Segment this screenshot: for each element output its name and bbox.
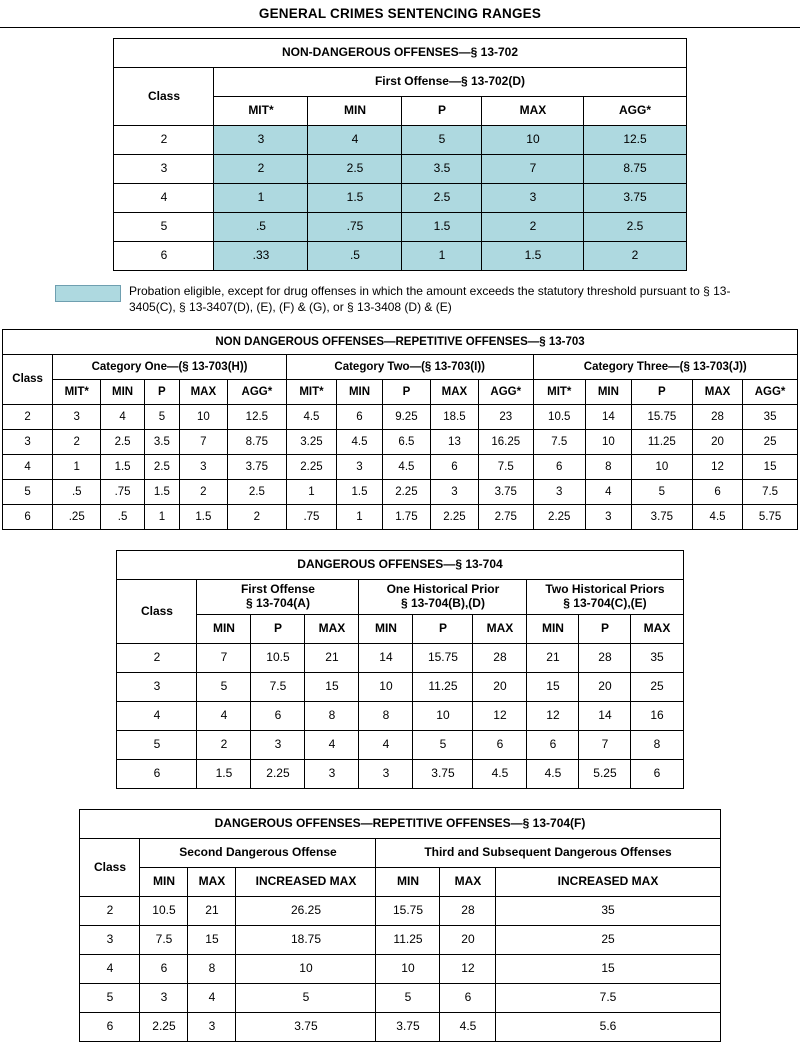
table2-cell: .75 [286,505,336,530]
table2-cell: 1.5 [101,455,145,480]
table3-cell: 5.25 [579,759,631,788]
table2-cell: .5 [101,505,145,530]
table2-cell: 2.25 [430,505,478,530]
table1-cell: 2 [214,155,308,184]
table3-cell: 3 [251,730,305,759]
table2-col-max: MAX [430,380,478,405]
table2-col-min: MIN [101,380,145,405]
table2-class-value: 4 [3,455,53,480]
table-row [80,838,720,867]
table4-cell: 7.5 [496,983,720,1012]
table-row [117,614,683,643]
table1-cell: 1 [214,184,308,213]
table4-cell: 10 [376,954,440,983]
table3-col-max: MAX [473,614,527,643]
table2-cell: 1 [337,505,383,530]
table1-cell: 8.75 [584,155,686,184]
table2-cell: 12.5 [227,405,286,430]
table2-cell: 6 [692,480,742,505]
table2-cell: 1.75 [382,505,430,530]
table3-group-line: § 13-704(B),(D) [400,596,485,611]
table2-cell: 5 [631,480,692,505]
table2-class-value: 6 [3,505,53,530]
table2-cell: 8.75 [227,430,286,455]
table3-group-header-first-offense [197,580,359,615]
table2-cell: 9.25 [382,405,430,430]
table4-cell: 4 [188,983,236,1012]
table1-class-value: 6 [114,242,214,271]
table1-offense-header: First Offense—§ 13-702(D) [214,68,686,97]
table2-heading: NON DANGEROUS OFFENSES—REPETITIVE OFFENSES—§ 13-703 [3,330,798,355]
table3-cell: 11.25 [413,672,473,701]
table4-col-max: MAX [188,867,236,896]
table2-cell: 7 [179,430,227,455]
table-row [114,39,686,68]
table3-cell: 14 [579,701,631,730]
table4-col-min: MIN [376,867,440,896]
table2-cell: 2.25 [382,480,430,505]
table3-class-value: 2 [117,643,197,672]
table2-cell: 5 [144,405,179,430]
table3-col-p: P [579,614,631,643]
table3-group-header-one-prior [359,580,527,615]
table1-cell: 2 [584,242,686,271]
table4-cell: 3.75 [236,1012,376,1041]
table4-class-value: 2 [80,896,140,925]
table-row [80,867,720,896]
table2-cell: 12 [692,455,742,480]
table2-cell: 2.5 [144,455,179,480]
table-row [3,355,798,380]
table-row [80,896,720,925]
table2-cell: 3 [179,455,227,480]
table2-cell: 5.75 [743,505,798,530]
table2-cell: 1 [144,505,179,530]
table3-cell: 10 [413,701,473,730]
table1-cell: 2.5 [584,213,686,242]
table3-col-min: MIN [527,614,579,643]
table3-cell: 10.5 [251,643,305,672]
table-row [117,551,683,580]
table3-cell: 4 [197,701,251,730]
table1-cell: 4 [308,126,402,155]
table2-cell: 3.75 [478,480,533,505]
table2-cell: 7.5 [478,455,533,480]
table3-group-line: Two Historical Priors [545,582,665,597]
table3-cell: 16 [631,701,683,730]
table1-cell: .5 [214,213,308,242]
table3-cell: 6 [251,701,305,730]
table3-col-min: MIN [197,614,251,643]
table3-col-max: MAX [305,614,359,643]
table2-cell: 6.5 [382,430,430,455]
table4-cell: 11.25 [376,925,440,954]
table4-cell: 5.6 [496,1012,720,1041]
table1-col-agg: AGG* [584,97,686,126]
table2-col-agg: AGG* [227,380,286,405]
table3-cell: 21 [305,643,359,672]
table2-cell: 3 [53,405,101,430]
table-row [80,983,720,1012]
table2-cell: 13 [430,430,478,455]
table4-cell: 35 [496,896,720,925]
table3-cell: 3 [359,759,413,788]
table2-cell: 2 [227,505,286,530]
table3-cell: 14 [359,643,413,672]
table3-group-header-two-priors [527,580,683,615]
table3-cell: 6 [527,730,579,759]
table3-class-value: 5 [117,730,197,759]
table2-cell: 4.5 [692,505,742,530]
table3-cell: 28 [579,643,631,672]
table2-col-p: P [631,380,692,405]
table2-col-mit: MIT* [533,380,585,405]
table3-col-p: P [251,614,305,643]
table2-cell: 15.75 [631,405,692,430]
table2-cell: 8 [585,455,631,480]
table1-container [0,38,800,271]
table1-cell: 1.5 [402,213,482,242]
table3-cell: 21 [527,643,579,672]
table3-cell: 4.5 [473,759,527,788]
table3-cell: 12 [527,701,579,730]
table2-cell: 10 [179,405,227,430]
table3-cell: 15 [527,672,579,701]
table3-group-line: § 13-704(C),(E) [563,596,647,611]
table3-cell: 28 [473,643,527,672]
table2-cell: 2.25 [286,455,336,480]
table3-cell: 12 [473,701,527,730]
table2-cell: 11.25 [631,430,692,455]
table4-cell: 21 [188,896,236,925]
table2-group-header-two: Category Two—(§ 13-703(I)) [286,355,533,380]
table3-cell: 4 [359,730,413,759]
table4-col-increased-max: INCREASED MAX [236,867,376,896]
legend-swatch [55,285,121,302]
table4-col-max: MAX [440,867,496,896]
table-row [3,330,798,355]
table1-cell: 7 [482,155,584,184]
table2-cell: 4.5 [286,405,336,430]
table2-col-max: MAX [692,380,742,405]
table1-cell: 1.5 [308,184,402,213]
table2-cell: 23 [478,405,533,430]
table-row [117,730,683,759]
table1-cell: 12.5 [584,126,686,155]
table4-class-value: 6 [80,1012,140,1041]
table2-col-min: MIN [585,380,631,405]
table2-cell: 2 [179,480,227,505]
table4-cell: 6 [440,983,496,1012]
table2-group-header-one: Category One—(§ 13-703(H)) [53,355,287,380]
table4-group-header-third: Third and Subsequent Dangerous Offenses [376,838,720,867]
table4-cell: 20 [440,925,496,954]
table2-cell: 18.5 [430,405,478,430]
table2-col-p: P [144,380,179,405]
table3-class-value: 3 [117,672,197,701]
table2-cell: 35 [743,405,798,430]
table1-cell: 2 [482,213,584,242]
table3-group-line: One Historical Prior [386,582,500,597]
table2-cell: 4.5 [382,455,430,480]
table2-cell: 4.5 [337,430,383,455]
table2-cell: 10.5 [533,405,585,430]
table-row [117,672,683,701]
table3-cell: 7 [579,730,631,759]
table2-cell: 6 [533,455,585,480]
table1-cell: .75 [308,213,402,242]
table-row [117,580,683,615]
table3-col-min: MIN [359,614,413,643]
table1-cell: 10 [482,126,584,155]
table2-cell: 3 [533,480,585,505]
table-row [3,480,798,505]
table4-cell: 4.5 [440,1012,496,1041]
table4-cell: 3 [188,1012,236,1041]
table2-cell: 2.5 [101,430,145,455]
table-row [117,701,683,730]
table4-cell: 8 [188,954,236,983]
table2-class-header: Class [3,355,53,405]
table1-cell: 5 [402,126,482,155]
table1-col-p: P [402,97,482,126]
table-row [117,759,683,788]
table3-cell: 6 [631,759,683,788]
table2-cell: 1.5 [337,480,383,505]
table4-class-header: Class [80,838,140,896]
table2-cell: 20 [692,430,742,455]
table-row [114,155,686,184]
legend-text: Probation eligible, except for drug offenses in which the amount exceeds the statutory threshold pursuant to § 13-3405(C), § 13-3407(D), (E), (F) & (G), or § 13-3408 (D) & (E) [129,284,731,315]
table-row [114,68,686,97]
table1-class-value: 5 [114,213,214,242]
table1-cell: 3 [214,126,308,155]
table2-col-min: MIN [337,380,383,405]
table2-cell: 7.5 [533,430,585,455]
table3-cell: 15 [305,672,359,701]
table2-cell: 25 [743,430,798,455]
table-row [114,242,686,271]
title-divider [0,27,800,28]
table2-cell: 3 [337,455,383,480]
table3-cell: 7.5 [251,672,305,701]
table-row [3,505,798,530]
table1-col-max: MAX [482,97,584,126]
table2-cell: 4 [585,480,631,505]
table2-cell: 3.25 [286,430,336,455]
table2-cell: 7.5 [743,480,798,505]
table3-cell: 20 [579,672,631,701]
table3-cell: 7 [197,643,251,672]
table4-cell: 15 [188,925,236,954]
table-row [114,213,686,242]
table4-heading: DANGEROUS OFFENSES—REPETITIVE OFFENSES—§ 13-704(F) [80,809,720,838]
table2-cell: 2 [53,430,101,455]
table2-col-mit: MIT* [286,380,336,405]
table3-cell: 8 [359,701,413,730]
table3-cell: 15.75 [413,643,473,672]
dangerous-repetitive-offenses-table [79,809,720,1042]
table2-col-max: MAX [179,380,227,405]
table2-col-agg: AGG* [743,380,798,405]
table2-cell: 15 [743,455,798,480]
table2-cell: 1 [53,455,101,480]
table1-cell: 3 [482,184,584,213]
table2-cell: 2.75 [478,505,533,530]
table3-cell: 5 [413,730,473,759]
table2-col-agg: AGG* [478,380,533,405]
table4-cell: 26.25 [236,896,376,925]
table2-cell: 1 [286,480,336,505]
table3-cell: 5 [197,672,251,701]
table3-class-value: 6 [117,759,197,788]
table3-class-header: Class [117,580,197,644]
table2-cell: 1.5 [179,505,227,530]
table1-cell: 2.5 [402,184,482,213]
table2-cell: 3 [430,480,478,505]
table4-cell: 18.75 [236,925,376,954]
table1-class-value: 4 [114,184,214,213]
table4-class-value: 4 [80,954,140,983]
table2-col-mit: MIT* [53,380,101,405]
table3-group-line: First Offense [240,582,315,597]
table2-cell: 28 [692,405,742,430]
table1-cell: 3.75 [584,184,686,213]
table4-col-increased-max: INCREASED MAX [496,867,720,896]
table2-col-p: P [382,380,430,405]
legend [55,283,745,315]
table-row [80,954,720,983]
table3-cell: 4.5 [527,759,579,788]
table1-class-header: Class [114,68,214,126]
table-row [3,455,798,480]
table2-cell: 14 [585,405,631,430]
table1-heading: NON-DANGEROUS OFFENSES—§ 13-702 [114,39,686,68]
table3-cell: 2 [197,730,251,759]
table2-cell: 3.75 [631,505,692,530]
table-row [114,126,686,155]
table2-cell: 3.5 [144,430,179,455]
table1-col-mit: MIT* [214,97,308,126]
table4-cell: 7.5 [140,925,188,954]
table4-cell: 3.75 [376,1012,440,1041]
table3-col-p: P [413,614,473,643]
table2-class-value: 5 [3,480,53,505]
table4-cell: 10 [236,954,376,983]
table1-cell: 2.5 [308,155,402,184]
table4-cell: 2.25 [140,1012,188,1041]
table1-class-value: 3 [114,155,214,184]
table3-class-value: 4 [117,701,197,730]
table4-cell: 25 [496,925,720,954]
table3-cell: 20 [473,672,527,701]
table-row [3,430,798,455]
table2-cell: 16.25 [478,430,533,455]
table4-cell: 15.75 [376,896,440,925]
table3-cell: 6 [473,730,527,759]
table4-cell: 28 [440,896,496,925]
table-row [114,184,686,213]
table2-cell: .75 [101,480,145,505]
table3-group-line: § 13-704(A) [245,596,310,611]
non-dangerous-offenses-table [113,38,686,271]
table4-cell: 6 [140,954,188,983]
table-row [80,809,720,838]
table3-cell: 8 [631,730,683,759]
table3-cell: 2.25 [251,759,305,788]
table4-cell: 5 [236,983,376,1012]
table-row [3,405,798,430]
table3-cell: 4 [305,730,359,759]
table2-cell: 2.5 [227,480,286,505]
table1-col-min: MIN [308,97,402,126]
table1-class-value: 2 [114,126,214,155]
table1-cell: 3.5 [402,155,482,184]
table1-cell: .33 [214,242,308,271]
table4-class-value: 3 [80,925,140,954]
page-title: GENERAL CRIMES SENTENCING RANGES [258,6,542,21]
table2-cell: .5 [53,480,101,505]
table4-cell: 15 [496,954,720,983]
table4-cell: 3 [140,983,188,1012]
table1-cell: 1.5 [482,242,584,271]
table2-cell: 4 [101,405,145,430]
dangerous-offenses-table [116,550,683,789]
table3-cell: 3 [305,759,359,788]
table-row [80,925,720,954]
table3-cell: 8 [305,701,359,730]
table2-cell: 6 [337,405,383,430]
table3-col-max: MAX [631,614,683,643]
table2-class-value: 3 [3,430,53,455]
table2-cell: 3.75 [227,455,286,480]
table3-cell: 25 [631,672,683,701]
table2-cell: 10 [631,455,692,480]
table4-group-header-second: Second Dangerous Offense [140,838,376,867]
table2-group-header-three: Category Three—(§ 13-703(J)) [533,355,797,380]
table4-cell: 12 [440,954,496,983]
table4-cell: 10.5 [140,896,188,925]
non-dangerous-repetitive-offenses-table [2,329,798,530]
table2-cell: 6 [430,455,478,480]
table3-cell: 35 [631,643,683,672]
table3-cell: 10 [359,672,413,701]
table4-cell: 5 [376,983,440,1012]
table2-cell: .25 [53,505,101,530]
table3-cell: 1.5 [197,759,251,788]
table3-cell: 3.75 [413,759,473,788]
table2-class-value: 2 [3,405,53,430]
table-row [3,380,798,405]
table2-cell: 1.5 [144,480,179,505]
table4-class-value: 5 [80,983,140,1012]
table4-col-min: MIN [140,867,188,896]
table2-cell: 10 [585,430,631,455]
table2-cell: 2.25 [533,505,585,530]
table3-heading: DANGEROUS OFFENSES—§ 13-704 [117,551,683,580]
table-row [117,643,683,672]
table-row [80,1012,720,1041]
table1-cell: .5 [308,242,402,271]
table1-cell: 1 [402,242,482,271]
table2-cell: 3 [585,505,631,530]
